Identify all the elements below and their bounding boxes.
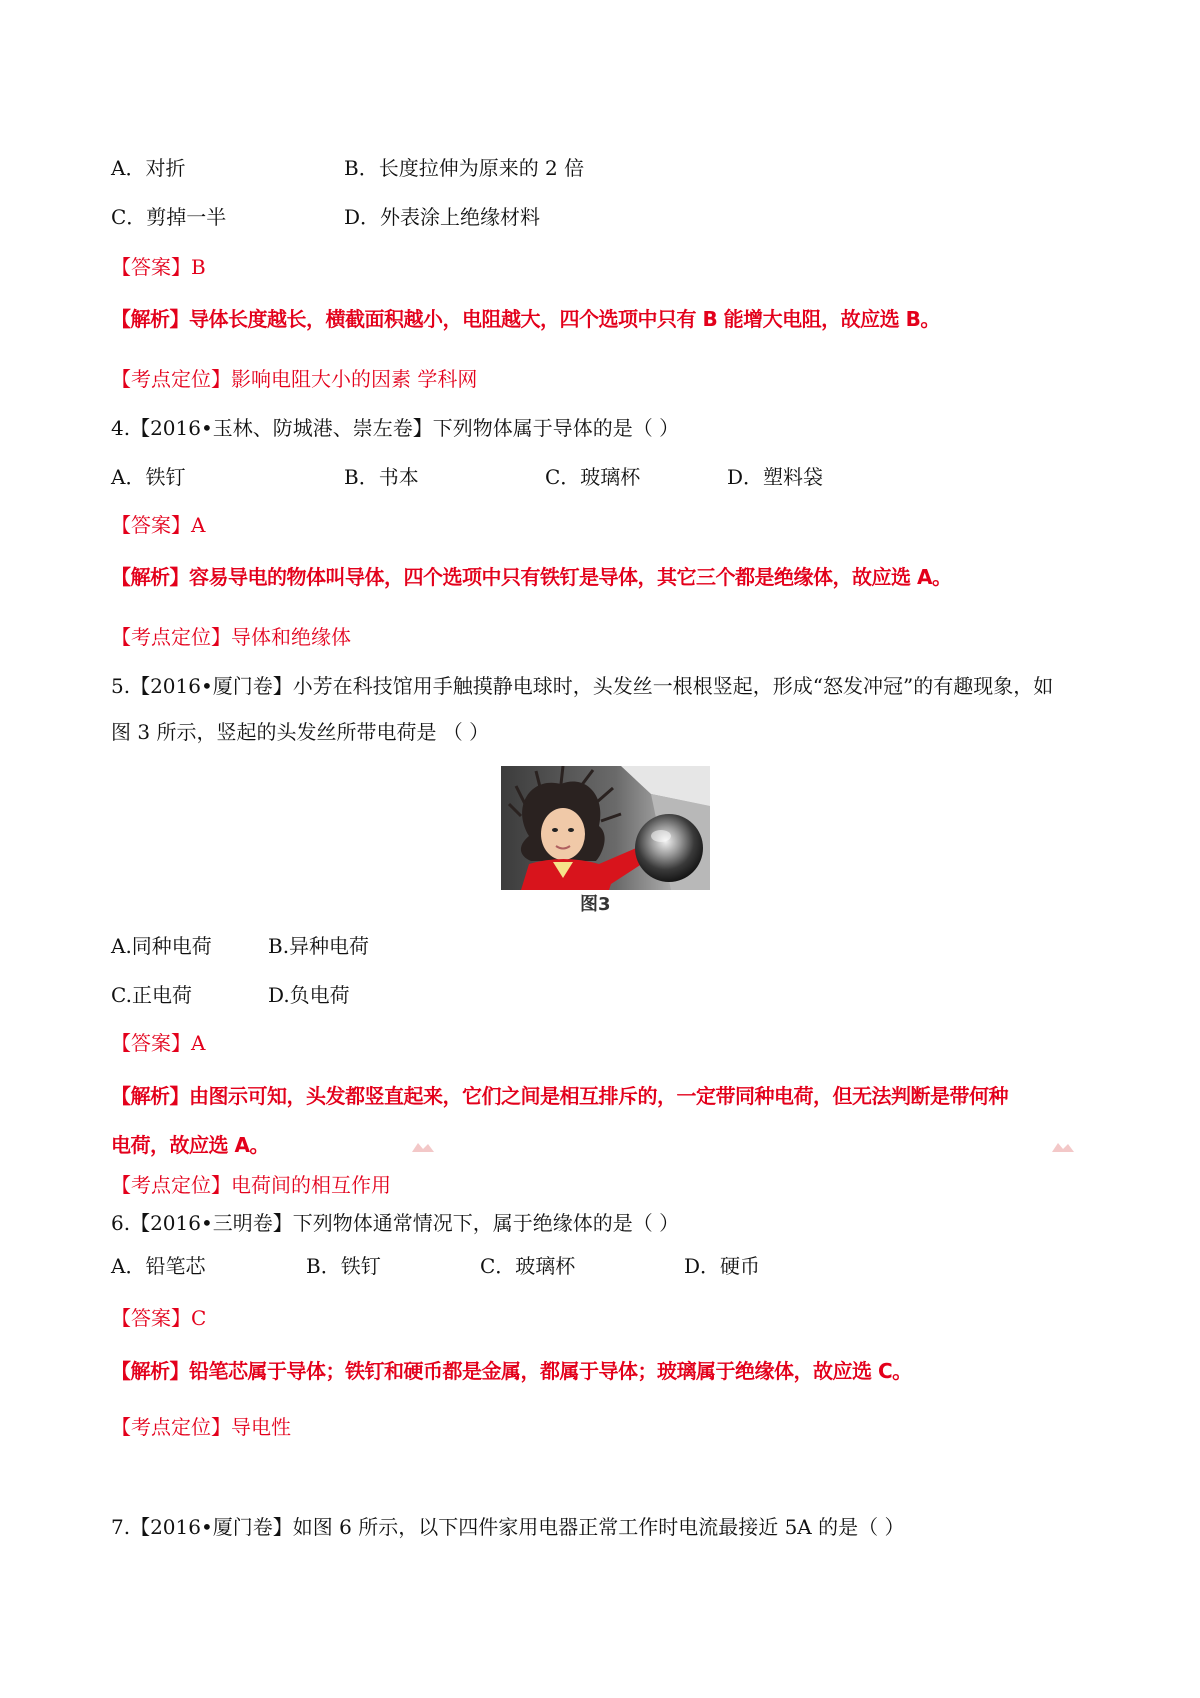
q5-option-c: C.正电荷 [111,983,192,1007]
q5-stem-line1: 5.【2016•厦门卷】小芳在科技馆用手触摸静电球时，头发丝一根根竖起，形成“怒发冲冠”的有趣现象，如 [111,674,1054,698]
figure-caption: 图3 [580,894,611,915]
q4-analysis: 【解析】容易导电的物体叫导体，四个选项中只有铁钉是导体，其它三个都是绝缘体，故应选 A。 [111,565,952,589]
q5-analysis-line2: 电荷，故应选 A。 [111,1133,269,1157]
q4-option-b: B．书本 [344,465,419,489]
q3-option-c: C．剪掉一半 [111,205,227,229]
q4-answer: 【答案】A [111,513,206,537]
q6-analysis: 【解析】铅笔芯属于导体；铁钉和硬币都是金属，都属于导体；玻璃属于绝缘体，故应选 C。 [111,1359,912,1383]
static-electricity-photo [501,766,710,890]
q4-stem: 4.【2016•玉林、防城港、崇左卷】下列物体属于导体的是（ ） [111,416,680,440]
q5-option-b: B.异种电荷 [268,934,370,958]
q3-option-d: D．外表涂上绝缘材料 [344,205,541,229]
q6-option-c: C．玻璃杯 [480,1254,576,1278]
q3-option-b: B．长度拉伸为原来的 2 倍 [344,156,585,180]
q5-option-d: D.负电荷 [268,983,350,1007]
q4-option-a: A．铁钉 [111,465,186,489]
q5-answer: 【答案】A [111,1031,206,1055]
q6-answer: 【答案】C [111,1306,207,1330]
q6-option-a: A．铅笔芯 [111,1254,206,1278]
q5-option-a: A.同种电荷 [111,934,212,958]
q6-stem: 6.【2016•三明卷】下列物体通常情况下，属于绝缘体的是（ ） [111,1211,680,1235]
q6-option-b: B．铁钉 [306,1254,381,1278]
watermark-icon [1050,1140,1076,1154]
q3-knowledge-point: 【考点定位】影响电阻大小的因素 学科网 [111,367,478,391]
q4-option-c: C．玻璃杯 [545,465,641,489]
q5-stem-line2: 图 3 所示，竖起的头发丝所带电荷是 （ ） [111,720,490,744]
q4-knowledge-point: 【考点定位】导体和绝缘体 [111,625,351,649]
q4-option-d: D．塑料袋 [727,465,824,489]
q3-answer: 【答案】B [111,255,206,279]
q7-stem: 7.【2016•厦门卷】如图 6 所示，以下四件家用电器正常工作时电流最接近 5A 的是（ ） [111,1515,905,1539]
q3-analysis: 【解析】导体长度越长，横截面积越小，电阻越大，四个选项中只有 B 能增大电阻，故应选 B。 [111,307,940,331]
q3-option-a: A．对折 [111,156,186,180]
q6-option-d: D．硬币 [684,1254,761,1278]
watermark-icon [410,1140,436,1154]
q6-knowledge-point: 【考点定位】导电性 [111,1415,291,1439]
q5-knowledge-point: 【考点定位】电荷间的相互作用 [111,1173,391,1197]
q5-analysis-line1: 【解析】由图示可知，头发都竖直起来，它们之间是相互排斥的，一定带同种电荷，但无法判断是带何种 [111,1084,1008,1108]
